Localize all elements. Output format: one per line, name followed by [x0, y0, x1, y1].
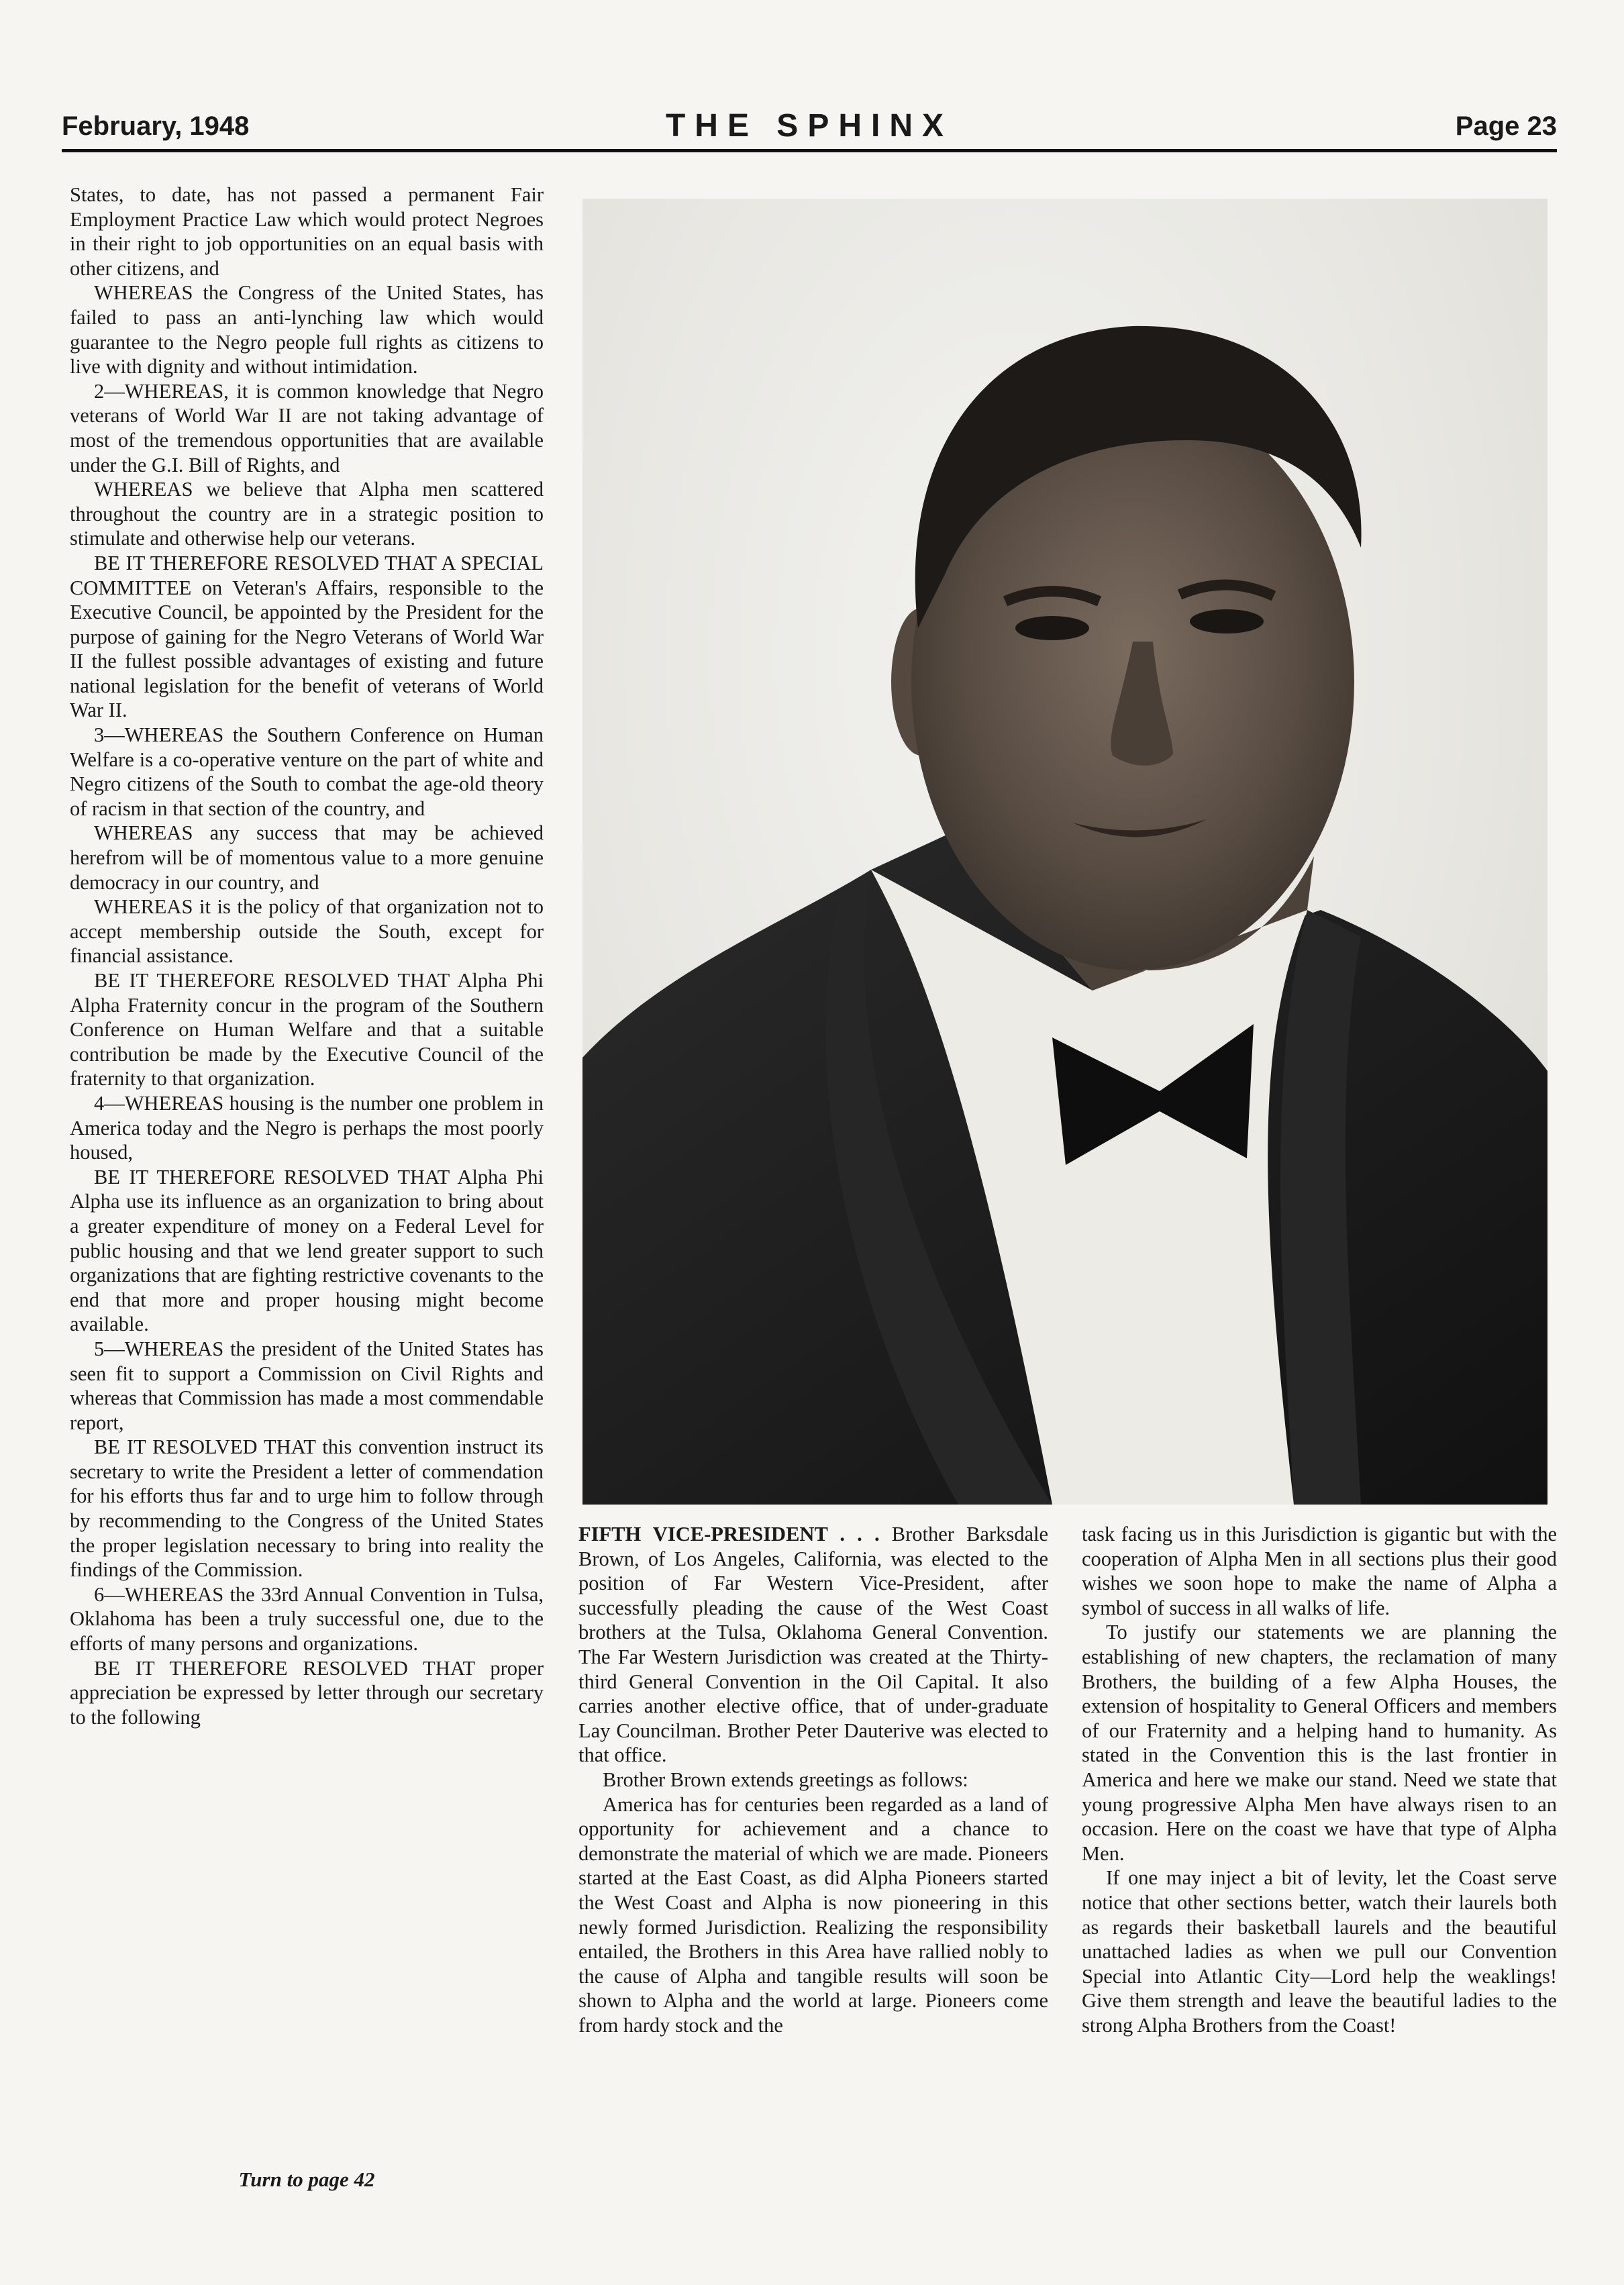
middle-column — [578, 1522, 1048, 2037]
paragraph: 2—WHEREAS, it is common knowledge that Negro veterans of World War II are not taking advantage of most of the tremendous opportunities that are available under the G.I. Bill of Rights, and — [70, 379, 544, 476]
caption-lead: FIFTH VICE-PRESIDENT . . . — [578, 1523, 880, 1545]
paragraph: WHEREAS any success that may be achieved herefrom will be of momentous value to a more genuine democracy in our country, and — [70, 821, 544, 894]
continuation-note: Turn to page 42 — [238, 2168, 375, 2191]
page-number: Page 23 — [1455, 111, 1557, 141]
paragraph: 6—WHEREAS the 33rd Annual Convention in Tulsa, Oklahoma has been a truly successful one, due to the efforts of many persons and organizations. — [70, 1582, 544, 1656]
paragraph: WHEREAS it is the policy of that organization not to accept membership outside the South, except for financial assistance. — [70, 895, 544, 968]
caption-body: Brother Barksdale Brown, of Los Angeles, California, was elected to the position of Far Western Vice-President, after successfully pleading the cause of the West Coast brothers at the Tulsa, Oklahoma General Convention. The Far Western Jurisdiction was created at the Thirty-third General Convention in the Oil Capital. It also carries another elective office, that of under-graduate Lay Councilman. Brother Peter Dauterive was elected to that office. — [578, 1523, 1049, 1767]
portrait-icon — [582, 199, 1547, 1505]
paragraph: 5—WHEREAS the president of the United States has seen fit to support a Commission on Civil Rights and whereas that Commission has made a most commendable report, — [70, 1337, 544, 1434]
paragraph: BE IT THEREFORE RESOLVED THAT Alpha Phi Alpha use its influence as an organization to bring about a greater expenditure of money on a Federal Level for public housing and that we lend greater support to such organizations that are fighting restrictive covenants to the end that more and proper housing might become available. — [70, 1165, 544, 1336]
paragraph: Brother Brown extends greetings as follows: — [603, 1768, 968, 1791]
header-rule — [62, 149, 1557, 152]
paragraph: America has for centuries been regarded as a land of opportunity for achievement and a chance to demonstrate the material of which we are made. Pioneers started at the East Coast, as did Alpha Pioneers started the West Coast and Alpha is now pioneering in this newly formed Jurisdiction. Realizing the responsibility entailed, the Brothers in this Area have rallied nobly to the cause of Alpha and tangible results will soon be shown to Alpha and the world at large. Pioneers come from hardy stock and the — [578, 1792, 1048, 2037]
portrait-photo — [582, 199, 1547, 1505]
paragraph: 4—WHEREAS housing is the number one problem in America today and the Negro is perhaps the most poorly housed, — [70, 1091, 544, 1164]
paragraph: BE IT RESOLVED THAT this convention instruct its secretary to write the President a letter of commendation for his efforts thus far and to urge him to follow through by recommending to the Congress of the United States the proper legislation necessary to bring into reality the findings of the Commission. — [70, 1435, 544, 1582]
issue-date: February, 1948 — [62, 111, 250, 141]
paragraph: BE IT THEREFORE RESOLVED THAT proper appreciation be expressed by letter through our secretary to the following — [70, 1656, 544, 1729]
paragraph: 3—WHEREAS the Southern Conference on Human Welfare is a co-operative venture on the part of white and Negro citizens of the South to combat the age-old theory of racism in that section of the country, and — [70, 723, 544, 820]
paragraph: BE IT THEREFORE RESOLVED THAT A SPECIAL COMMITTEE on Veteran's Affairs, responsible to the Executive Council, be appointed by the President for the purpose of gaining for the Negro Veterans of World War II the fullest possible advantages of existing and future national legislation for the benefit of veterans of World War II. — [70, 551, 544, 722]
photo-caption — [578, 1522, 1048, 1768]
paragraph: WHEREAS the Congress of the United States, has failed to pass an anti-lynching law which would guarantee to the Negro people full rights as citizens to live with dignity and without intimidation. — [70, 281, 544, 378]
paragraph: If one may inject a bit of levity, let the Coast serve notice that other sections better, watch their laurels both as regards their basketball laurels and the beautiful unattached ladies as when we pull our Convention Special into Atlantic City—Lord help the weaklings! Give them strength and leave the beautiful ladies to the strong Alpha Brothers from the Coast! — [1082, 1866, 1557, 2037]
paragraph: BE IT THEREFORE RESOLVED THAT Alpha Phi Alpha Fraternity concur in the program of the Southern Conference on Human Welfare and that a suitable contribution be made by the Executive Council of the fraternity to that organization. — [70, 969, 544, 1090]
paragraph: States, to date, has not passed a permanent Fair Employment Practice Law which would protect Negroes in their right to job opportunities on an equal basis with other citizens, and — [70, 183, 544, 280]
left-column — [70, 183, 544, 1729]
right-column — [1082, 1522, 1557, 2037]
magazine-title: THE SPHINX — [665, 108, 954, 144]
page-header — [62, 107, 1557, 161]
paragraph: task facing us in this Jurisdiction is gigantic but with the cooperation of Alpha Men in all sections plus their good wishes we soon hope to make the name of Alpha a symbol of success in all walks of life. — [1082, 1523, 1557, 1619]
paragraph: To justify our statements we are planning the establishing of new chapters, the reclamation of many Brothers, the building of a few Alpha Houses, the extension of hospitality to General Officers and members of our Fraternity and a helping hand to humanity. As stated in the Convention this is the last frontier in America and here we make our stand. Need we state that young progressive Alpha Men have always risen to an occasion. Here on the coast we have that type of Alpha Men. — [1082, 1621, 1557, 1865]
paragraph: WHEREAS we believe that Alpha men scattered throughout the country are in a strategic position to stimulate and otherwise help our veterans. — [70, 478, 544, 550]
